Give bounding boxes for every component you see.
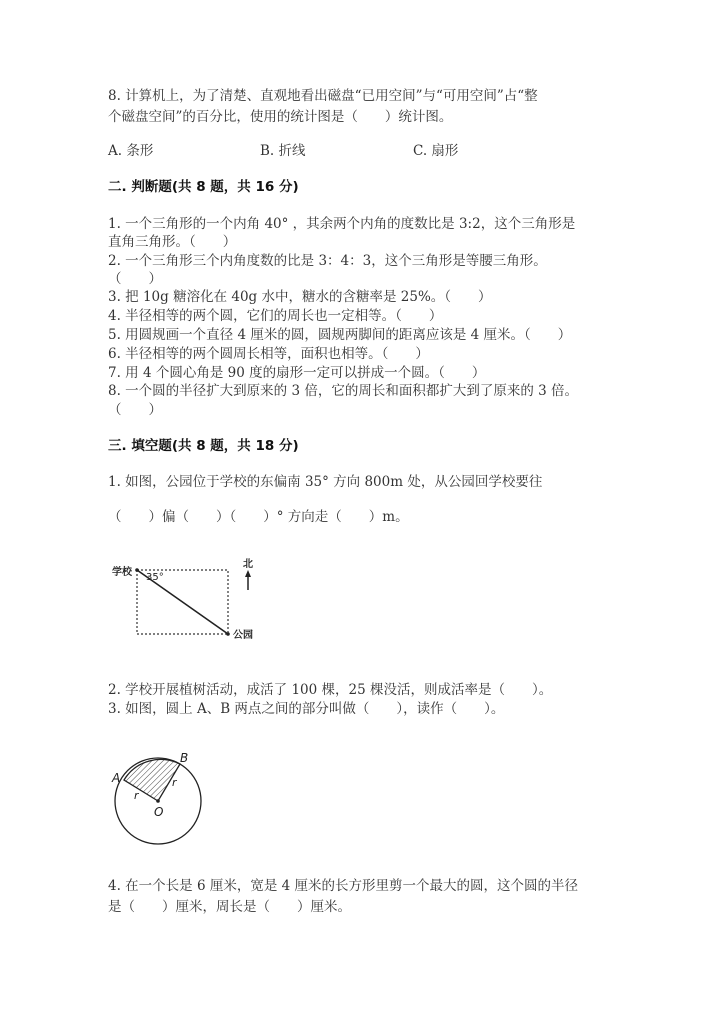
question-line: （ ） — [108, 271, 162, 287]
north-label: 北 — [243, 559, 253, 570]
direction-diagram — [100, 550, 280, 650]
park-label: 公园 — [233, 630, 253, 641]
center-o-label: O — [154, 805, 164, 819]
question-line: 1. 一个三角形的一个内角 40° ，其余两个内角的度数比是 3:2，这个三角形是 — [108, 216, 576, 232]
question-line: （ ） — [108, 402, 162, 418]
question-text: 个磁盘空间”的百分比，使用的统计图是（ ）统计图。 — [108, 109, 453, 125]
point-a-label: A — [112, 771, 121, 785]
question-text: 3. 如图，圆上 A、B 两点之间的部分叫做（ ），读作（ ）。 — [108, 701, 505, 717]
question-line: 4. 半径相等的两个圆，它们的周长也一定相等。（ ） — [108, 308, 443, 324]
question-text: 2. 学校开展植树活动，成活了 100 棵，25 棵没活，则成活率是（ ）。 — [108, 682, 553, 698]
circle-sector-diagram — [100, 750, 220, 860]
question-line: 3. 把 10g 糖溶化在 40g 水中，糖水的含糖率是 25%。（ ） — [108, 289, 492, 305]
question-line: 6. 半径相等的两个圆周长相等，面积也相等。（ ） — [108, 346, 429, 362]
radius-label: r — [172, 776, 177, 789]
option-a: A. 条形 — [108, 143, 154, 159]
section-3-title: 三. 填空题(共 8 题，共 18 分) — [108, 438, 299, 454]
center-point — [156, 799, 160, 803]
question-line: 7. 用 4 个圆心角是 90 度的扇形一定可以拼成一个圆。（ ） — [108, 365, 486, 381]
school-label: 学校 — [112, 567, 132, 578]
angle-label: 35° — [146, 572, 164, 583]
point-b-label: B — [180, 751, 189, 765]
question-line: 5. 用圆规画一个直径 4 厘米的圆，圆规两脚间的距离应该是 4 厘米。（ ） — [108, 327, 572, 343]
question-line: 直角三角形。（ ） — [108, 234, 237, 250]
question-line: 8. 一个圆的半径扩大到原来的 3 倍，它的周长和面积都扩大到了原来的 3 倍。 — [108, 383, 579, 399]
section-2-title: 二. 判断题(共 8 题，共 16 分) — [108, 179, 299, 195]
question-text: 8. 计算机上，为了清楚、直观地看出磁盘“已用空间”与“可用空间”占“整 — [108, 88, 538, 104]
question-text: （ ）偏（ ）（ ）° 方向走（ ）m。 — [108, 509, 409, 525]
option-c: C. 扇形 — [413, 143, 459, 159]
radius-label: r — [134, 789, 139, 802]
question-text: 1. 如图，公园位于学校的东偏南 35° 方向 800m 处，从公园回学校要往 — [108, 474, 543, 490]
question-line: 2. 一个三角形三个内角度数的比是 3：4：3，这个三角形是等腰三角形。 — [108, 253, 547, 269]
question-text: 是（ ）厘米，周长是（ ）厘米。 — [108, 899, 351, 915]
park-point — [226, 632, 230, 636]
option-b: B. 折线 — [260, 143, 306, 159]
school-point — [135, 568, 139, 572]
north-arrow-icon — [245, 570, 251, 590]
question-text: 4. 在一个长是 6 厘米，宽是 4 厘米的长方形里剪一个最大的圆，这个圆的半径 — [108, 878, 579, 894]
